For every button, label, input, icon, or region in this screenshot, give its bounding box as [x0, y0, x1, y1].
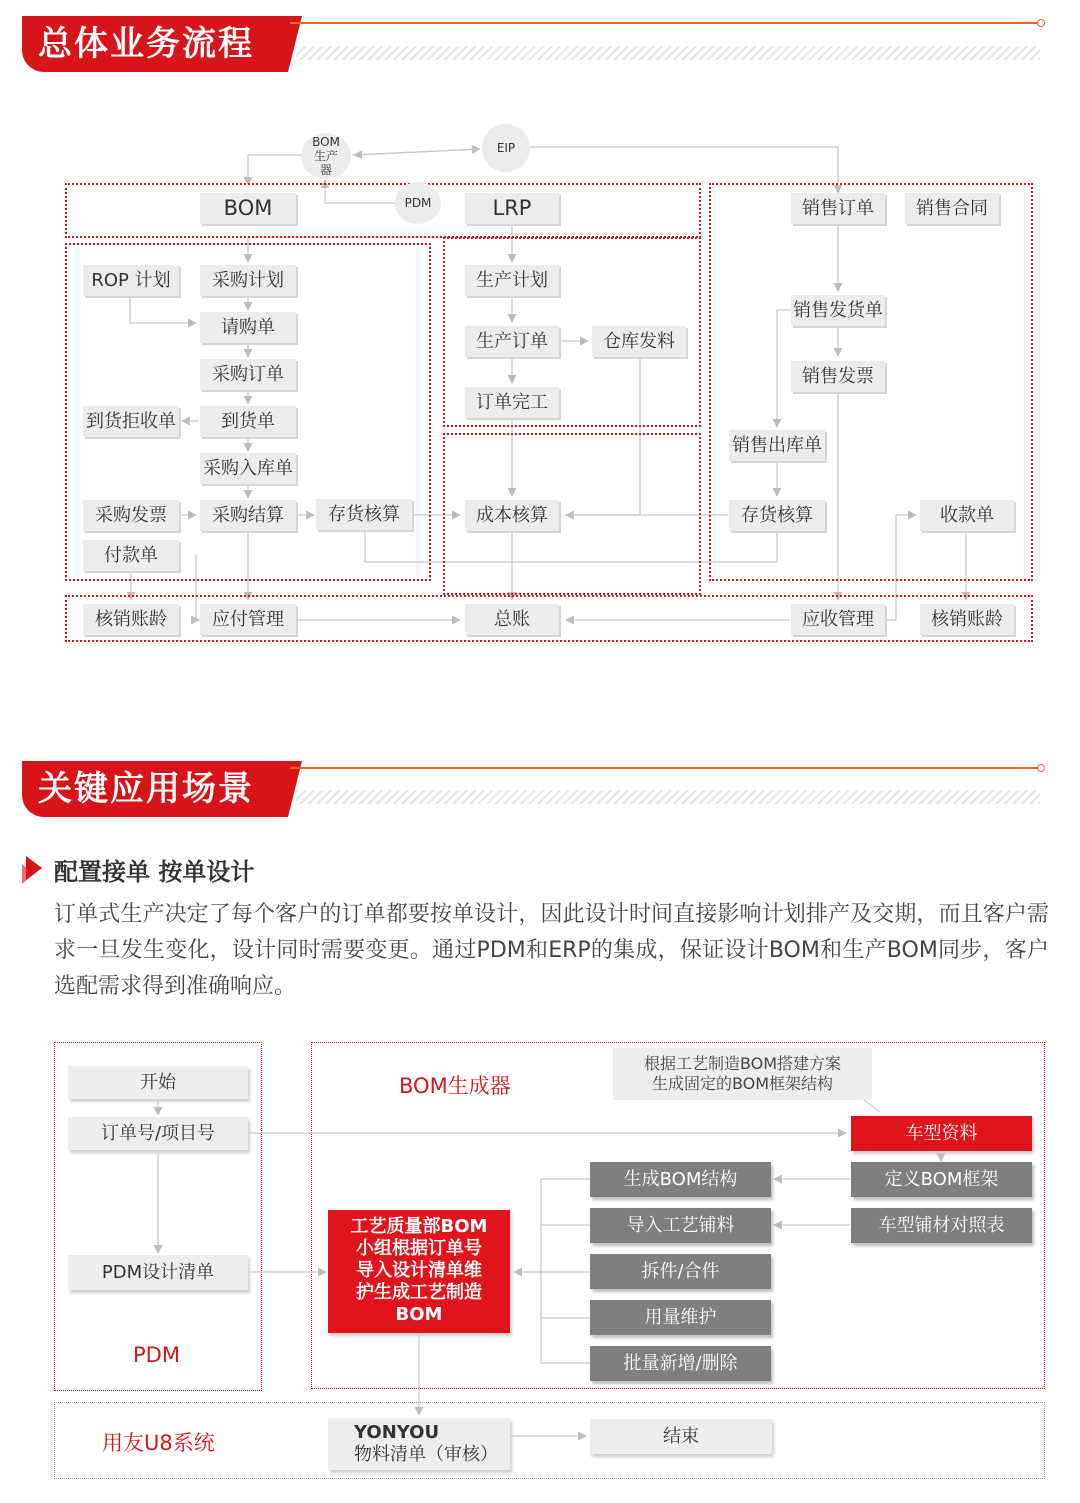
node-writeoff-left: 核销账龄 [83, 604, 179, 635]
node-vehicle-data: 车型资料 [851, 1116, 1032, 1151]
node-inventory-cost-right: 存货核算 [729, 500, 825, 531]
node-start: 开始 [68, 1066, 248, 1099]
node-pdm-design-list: PDM设计清单 [68, 1255, 248, 1290]
node-production-plan: 生产计划 [465, 265, 559, 296]
label-pdm: PDM [133, 1343, 180, 1367]
scenario-heading: 配置接单 按单设计 [54, 858, 255, 886]
node-sales-delivery: 销售发货单 [791, 295, 885, 326]
node-receipt: 收款单 [920, 500, 1014, 531]
node-purchase-order: 采购订单 [200, 359, 296, 390]
node-writeoff-right: 核销账龄 [920, 604, 1014, 635]
node-bom: BOM [200, 193, 296, 224]
node-requisition: 请购单 [200, 312, 296, 343]
label-yonyou-u8: 用友U8系统 [102, 1431, 215, 1455]
node-end: 结束 [590, 1419, 772, 1454]
node-sales-invoice: 销售发票 [791, 361, 885, 392]
scenario-paragraph: 订单式生产决定了每个客户的订单都要按单设计，因此设计时间直接影响计划排产及交期，而且客户需求一旦发生变化，设计同时需要变更。通过PDM和ERP的集成，保证设计BOM和生产BOM同步，客户选配需求得到准确响应。 [54, 902, 1049, 999]
red-box-line-2: 小组根据订单号 [356, 1238, 482, 1259]
node-payable: 应付管理 [200, 604, 296, 635]
node-order-complete: 订单完工 [465, 387, 559, 418]
callout-line-1: 根据工艺制造BOM搭建方案 [643, 1054, 842, 1073]
node-process-quality-bom [328, 1210, 510, 1333]
node-generate-bom: 生成BOM结构 [590, 1162, 771, 1197]
node-order-project-no: 订单号/项目号 [68, 1117, 248, 1150]
node-sales-contract: 销售合同 [905, 193, 999, 224]
node-yonyou-bom [328, 1418, 510, 1470]
node-sales-outbound: 销售出库单 [729, 430, 825, 461]
label-bom-generator: BOM生成器 [399, 1074, 511, 1098]
node-eip-label: EIP [496, 141, 516, 155]
red-box-line-4: 护生成工艺制造 [356, 1282, 482, 1303]
node-pdm-label: PDM [404, 196, 432, 210]
node-arrival: 到货单 [200, 406, 296, 437]
node-import-aux-material: 导入工艺铺料 [590, 1208, 771, 1243]
node-warehouse-issue: 仓库发料 [592, 326, 686, 357]
node-split-merge: 拆件/合件 [590, 1254, 771, 1289]
section-title-key-scenarios: 关键应用场景 [22, 761, 288, 817]
node-purchase-inbound: 采购入库单 [200, 453, 296, 484]
node-general-ledger: 总账 [465, 604, 559, 635]
red-box-line-5: BOM [395, 1304, 443, 1325]
node-cost-accounting: 成本核算 [465, 500, 559, 531]
node-sales-order: 销售订单 [791, 193, 885, 224]
red-box-line-3: 导入设计清单维 [356, 1260, 482, 1281]
yonyou-box-line-2: 物料清单（审核） [354, 1444, 498, 1465]
node-bom-generator-label: BOM生产器 [312, 135, 340, 177]
callout-note [613, 1048, 872, 1100]
node-usage-maintenance: 用量维护 [590, 1300, 771, 1335]
callout-line-2: 生成固定的BOM框架结构 [651, 1074, 834, 1093]
node-purchase-settle: 采购结算 [200, 500, 296, 531]
node-vehicle-material-mapping: 车型铺材对照表 [851, 1208, 1032, 1243]
section-title-overall-flow: 总体业务流程 [22, 16, 288, 72]
node-payment: 付款单 [83, 540, 179, 571]
node-inventory-cost-left: 存货核算 [316, 499, 412, 530]
node-batch-add-delete: 批量新增/删除 [590, 1346, 771, 1381]
node-production-order: 生产订单 [465, 326, 559, 357]
node-purchase-invoice: 采购发票 [83, 500, 179, 531]
node-lrp: LRP [465, 193, 559, 224]
node-receivable: 应收管理 [791, 604, 885, 635]
red-box-line-1: 工艺质量部BOM [350, 1216, 488, 1237]
node-arrival-reject: 到货拒收单 [83, 406, 179, 437]
node-rop-plan: ROP 计划 [83, 265, 179, 296]
node-purchase-plan: 采购计划 [200, 265, 296, 296]
node-define-bom-frame: 定义BOM框架 [851, 1162, 1032, 1197]
yonyou-box-line-1: YONYOU [354, 1422, 440, 1443]
